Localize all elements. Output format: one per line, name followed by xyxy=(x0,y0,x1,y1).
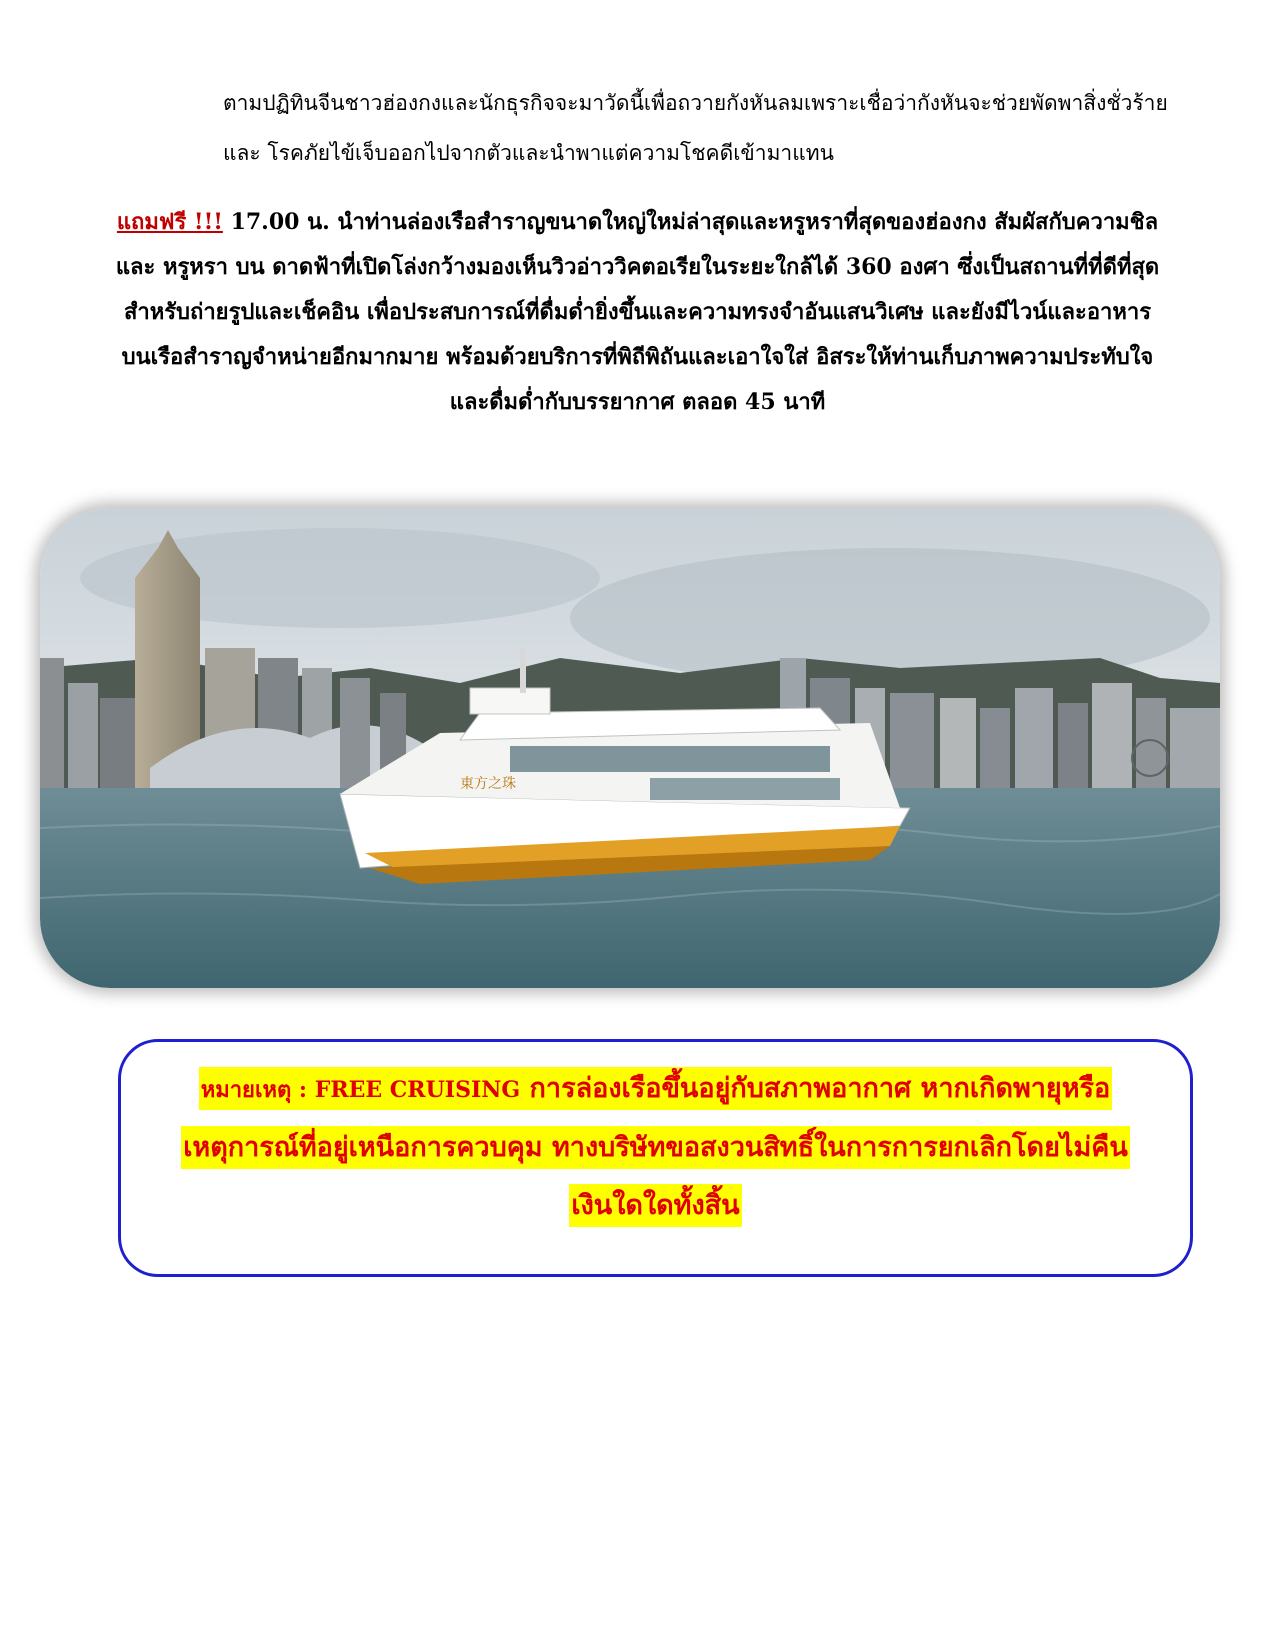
free-tag: แถมฟรี !!! xyxy=(116,209,223,235)
notice-heading: หมายเหตุ : FREE CRUISING xyxy=(200,1077,521,1103)
notice-text: เหตุการณ์ที่อยู่เหนือการควบคุม ทางบริษัทขอสงวนสิทธิ์ในการการยกเลิกโดยไม่คืน xyxy=(181,1126,1130,1169)
intro-paragraph xyxy=(223,78,1223,178)
notice-line xyxy=(121,1177,1190,1235)
cruise-paragraph xyxy=(80,200,1195,425)
intro-line: และ โรคภัยไข้เจ็บออกไปจากตัวและนำพาแต่ความโชคดีเข้ามาแทน xyxy=(223,141,834,165)
notice-line xyxy=(121,1119,1190,1177)
ship-name: 東方之珠 xyxy=(460,776,516,792)
notice-text: เงินใดใดทั้งสิ้น xyxy=(569,1184,741,1227)
cruise-line: และดื่มด่ำกับบรรยากาศ ตลอด 45 นาที xyxy=(449,389,826,415)
cruise-line: และ หรูหรา บน ดาดฟ้าที่เปิดโล่งกว้างมองเห็นวิวอ่าววิคตอเรียในระยะใกล้ได้ 360 องศา ซึ่งเป็นสถานที่ที่ดีที่สุด xyxy=(115,254,1160,280)
cruise-line: สำหรับถ่ายรูปและเช็คอิน เพื่อประสบการณ์ที่ดื่มด่ำยิ่งขึ้นและความทรงจำอันแสนวิเศษ และยังมีไวน์และอาหาร xyxy=(123,299,1152,325)
cruise-line xyxy=(80,200,1195,245)
harbour-illustration xyxy=(40,508,1220,988)
cruise-ship-photo xyxy=(40,508,1220,988)
notice-box xyxy=(118,1039,1193,1277)
cruise-line: บนเรือสำราญจำหน่ายอีกมากมาย พร้อมด้วยบริการที่พิถีพิถันและเอาใจใส่ อิสระให้ท่านเก็บภาพความประทับใจ xyxy=(121,344,1154,370)
cruise-line-text: 17.00 น. นำท่านล่องเรือสำราญขนาดใหญ่ใหม่ล่าสุดและหรูหราที่สุดของฮ่องกง สัมผัสกับความชิล xyxy=(222,209,1159,235)
notice-line xyxy=(121,1060,1190,1119)
intro-line: ตามปฏิทินจีนชาวฮ่องกงและนักธุรกิจจะมาวัดนี้เพื่อถวายกังหันลมเพราะเชื่อว่ากังหันจะช่วยพัดพาสิ่งชั่วร้าย xyxy=(223,91,1168,115)
notice-text: การล่องเรือขึ้นอยู่กับสภาพอากาศ หากเกิดพายุหรือ xyxy=(520,1073,1111,1104)
